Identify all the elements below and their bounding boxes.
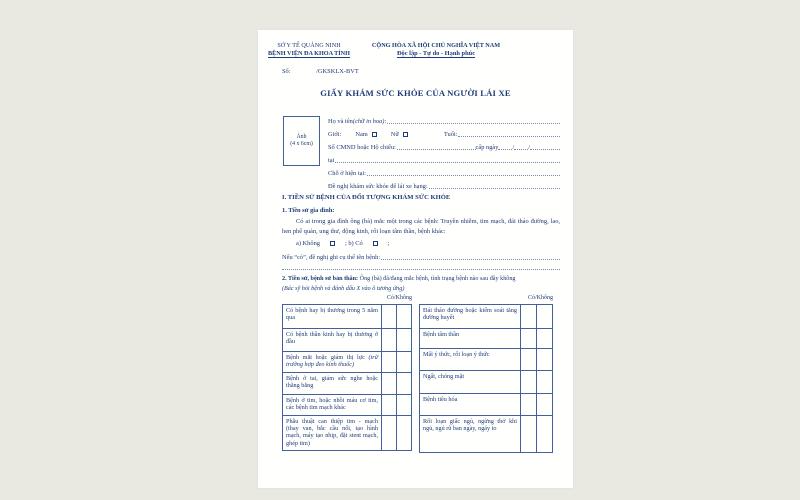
number-value: /GKSKLX-BVT <box>316 68 359 75</box>
full-name-blank <box>387 123 560 124</box>
doctor-instruction-note: (Bác sỹ hỏi bệnh và đánh dấu X vào ô tương ứng) <box>282 286 405 292</box>
symptom-label: Bệnh tiêu hóa <box>423 395 458 403</box>
no-cell <box>396 416 411 450</box>
symptom-label: Ngất, chóng mặt <box>423 372 465 380</box>
age-label: Tuổi: <box>443 131 458 138</box>
country-title: CỘNG HÒA XÃ HỘI CHỦ NGHĨA VIỆT NAM <box>371 42 501 49</box>
yes-cell <box>520 371 536 393</box>
symptom-label: Đái tháo đường hoặc kiểm soát tăng đường huyết <box>423 306 517 321</box>
male-label: Nam <box>355 131 368 138</box>
table-row <box>283 394 411 415</box>
page-title: GIẤY KHÁM SỨC KHỎE CỦA NGƯỜI LÁI XE <box>320 88 511 98</box>
disease-detail-field <box>282 254 560 261</box>
option-yes-label: ; b) Có <box>344 240 363 247</box>
table-row <box>283 415 411 450</box>
symptom-label: Có bệnh thần kinh hay bị thương ở đầu <box>286 330 378 345</box>
document-number-line <box>282 68 359 75</box>
full-name-label: Họ và tên <box>328 118 353 125</box>
date-slash: / <box>528 144 530 151</box>
table-row <box>420 348 552 370</box>
yes-cell <box>381 416 396 450</box>
yes-cell <box>520 349 536 370</box>
table-row <box>420 370 552 393</box>
form-paper <box>258 30 573 488</box>
option-yes-checkbox <box>373 241 378 246</box>
no-cell <box>396 373 411 394</box>
yes-cell <box>381 329 396 351</box>
license-class-field <box>328 177 560 190</box>
issue-year-blank <box>530 149 560 150</box>
colon: : <box>384 118 387 125</box>
org-name: BỆNH VIỆN ĐA KHOA TỈNH <box>268 50 350 57</box>
photo-box-size: (4 x 6cm) <box>290 141 313 147</box>
male-checkbox <box>372 132 377 137</box>
no-cell <box>396 329 411 351</box>
yes-no-header-right: Có/Không <box>527 295 553 301</box>
issue-place-field <box>328 151 560 164</box>
option-no-checkbox <box>330 241 335 246</box>
symptom-label: Bệnh mắt hoặc giảm thị lực <box>286 353 369 361</box>
family-history-question: Có ai trong gia đình ông (bà) mắc một trong các bệnh: Truyền nhiễm, tim mạch, đái tháo đường, lao, hen phế quản, ung thư, động kinh, rối loạn tâm thần, bệnh khác: <box>282 218 560 235</box>
id-blank <box>397 149 476 150</box>
female-label: Nữ <box>390 131 399 138</box>
yes-cell <box>381 305 396 328</box>
identity-fields <box>328 112 560 190</box>
issuing-org-block <box>260 42 358 58</box>
symptom-label: Rối loạn giấc ngủ, ngừng thở khi ngủ, ngủ rũ ban ngày, ngáy to <box>423 417 517 432</box>
section1-heading: I. TIỀN SỬ BỆNH CỦA ĐỐI TƯỢNG KHÁM SỨC KHỎE <box>282 194 451 201</box>
personal-history-heading <box>282 276 560 282</box>
disease-detail-blank <box>381 259 560 260</box>
no-cell <box>396 395 411 415</box>
table-row <box>283 372 411 394</box>
table-row <box>283 328 411 351</box>
family-history-heading: 1. Tiền sử gia đình: <box>282 207 335 214</box>
no-cell <box>536 394 552 415</box>
issue-place-blank <box>335 162 560 163</box>
symptom-label: Bệnh ở tim, hoặc nhồi máu cơ tim, các bệnh tim mạch khác <box>286 396 378 411</box>
no-cell <box>536 305 552 328</box>
yes-cell <box>520 416 536 452</box>
symptom-label: Bệnh ở tai, giảm sức nghe hoặc thăng bằng <box>286 374 378 389</box>
number-label: Số: <box>282 68 291 75</box>
yes-no-header-left: Có/Không <box>386 295 412 301</box>
date-slash: / <box>512 144 515 151</box>
yes-cell <box>520 329 536 348</box>
no-cell <box>536 371 552 393</box>
photo-box-label: Ảnh <box>296 133 307 140</box>
yes-cell <box>381 395 396 415</box>
yes-cell <box>381 373 396 394</box>
table-row <box>420 305 552 328</box>
table-row <box>283 305 411 328</box>
symptom-label-note: (trừ trường hợp đeo kính thuốc) <box>286 353 378 368</box>
no-cell <box>536 329 552 348</box>
option-no-label: a) Không <box>296 240 320 247</box>
no-cell <box>396 352 411 372</box>
symptom-table-right <box>419 304 553 453</box>
no-cell <box>396 305 411 328</box>
motto: Độc lập - Tự do - Hạnh phúc <box>396 50 476 57</box>
full-name-field <box>328 112 560 125</box>
photo-box <box>283 116 320 166</box>
symptom-label: Phẫu thuật can thiệp tim - mạch (thay van, bắc cầu nối, tạo hình mạch, máy tạo nhịp, đặt stent mạch, ghép tim) <box>286 417 378 447</box>
options-semicolon: ; <box>387 240 390 247</box>
issue-day-blank <box>498 149 512 150</box>
symptom-label: Có bệnh hay bị thương trong 5 năm qua <box>286 306 378 321</box>
address-field <box>328 164 560 177</box>
age-blank <box>458 136 560 137</box>
personal-history-number: 2. Tiền sử, bệnh sử bản thân: <box>282 276 359 282</box>
table-row <box>420 415 552 452</box>
personal-history-question: Ông (bà) đã/đang mắc bệnh, tình trạng bệnh nào sau đây không <box>358 276 516 282</box>
gender-label: Giới: <box>328 131 342 138</box>
license-class-label: Đề nghị khám sức khỏe để lái xe hạng: <box>328 183 428 190</box>
yes-cell <box>520 394 536 415</box>
full-name-label-note: (chữ in hoa) <box>352 118 385 125</box>
female-checkbox <box>403 132 408 137</box>
table-row <box>283 351 411 372</box>
license-class-blank <box>429 188 560 189</box>
gender-age-field <box>328 125 560 138</box>
symptom-label: Mất ý thức, rối loạn ý thức <box>423 350 490 358</box>
symptom-label: Bệnh tâm thần <box>423 330 460 338</box>
table-row <box>420 328 552 348</box>
issue-date-label: cấp ngày <box>475 144 499 151</box>
yes-cell <box>520 305 536 328</box>
issue-place-label: tại <box>328 157 335 164</box>
yes-cell <box>381 352 396 372</box>
address-blank <box>367 175 560 176</box>
issue-month-blank <box>514 149 528 150</box>
table-row <box>420 393 552 415</box>
address-label: Chỗ ở hiện tại: <box>328 170 366 177</box>
id-label: Số CMND hoặc Hộ chiếu: <box>328 144 396 151</box>
id-number-field <box>328 138 560 151</box>
disease-detail-label: Nếu “có”, đề nghị ghi cụ thể tên bệnh: <box>282 254 381 261</box>
continuation-blank-line <box>282 269 560 270</box>
no-cell <box>536 349 552 370</box>
org-parent-name: SỞ Y TẾ QUẢNG NINH <box>277 42 341 49</box>
family-history-options <box>282 240 560 247</box>
no-cell <box>536 416 552 452</box>
national-motto-block <box>362 42 510 58</box>
symptom-table-left <box>282 304 412 451</box>
